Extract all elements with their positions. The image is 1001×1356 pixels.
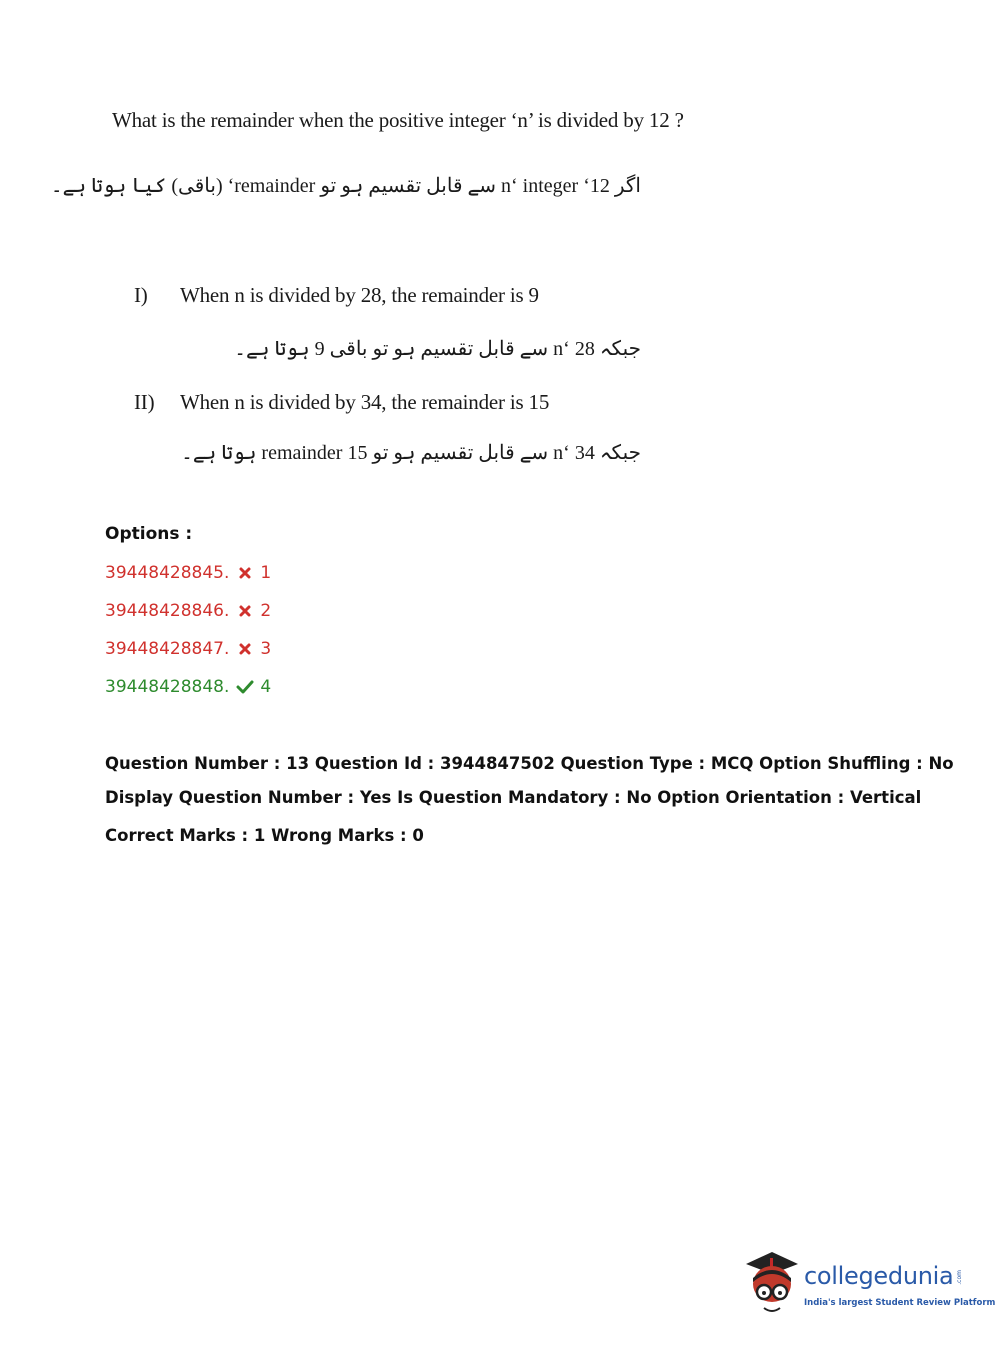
- statement-2-text: When n is divided by 34, the remainder is 15: [180, 390, 550, 414]
- options-label: Options :: [105, 524, 193, 544]
- option-1-id: 39448428845.: [105, 563, 230, 583]
- question-text: What is the remainder when the positive integer ‘n’ is divided by 12 ?: [112, 108, 684, 132]
- statement-1-text: When n is divided by 28, the remainder is 9: [180, 283, 539, 307]
- statement-2-urdu: جبکہ n‘ 34 سے قابل تقسیم ہو تو 15 remainder ہوتا ہے۔: [181, 442, 641, 464]
- option-1: [105, 563, 271, 583]
- option-2: [105, 601, 271, 621]
- option-2-value: 2: [260, 601, 272, 621]
- statement-2: [134, 390, 549, 415]
- option-4-value: 4: [260, 677, 272, 697]
- question-meta-line-3: Correct Marks : 1 Wrong Marks : 0: [105, 826, 424, 845]
- statement-2-numeral: II): [134, 390, 155, 414]
- option-4-id: 39448428848.: [105, 677, 230, 697]
- option-1-value: 1: [260, 563, 272, 583]
- option-3-id: 39448428847.: [105, 639, 230, 659]
- check-icon: [236, 680, 254, 694]
- cross-icon: [236, 566, 254, 580]
- option-4: [105, 677, 271, 697]
- question-meta-line-2: Display Question Number : Yes Is Question Mandatory : No Option Orientation : Vertical: [105, 788, 922, 807]
- question-urdu: اگر n‘ integer ‘12 سے قابل تقسیم ہو تو remainder‘ (باقی) کیا ہوتا ہے۔: [50, 175, 641, 197]
- cross-icon: [236, 604, 254, 618]
- cross-icon: [236, 642, 254, 656]
- statement-1: [134, 283, 539, 308]
- statement-1-urdu: جبکہ n‘ 28 سے قابل تقسیم ہو تو باقی 9 ہوتا ہے۔: [234, 338, 641, 360]
- mascot-icon: [742, 1248, 802, 1316]
- option-3: [105, 639, 271, 659]
- statement-1-numeral: I): [134, 283, 148, 307]
- logo-domain-suffix: .com: [956, 1270, 963, 1285]
- option-2-id: 39448428846.: [105, 601, 230, 621]
- logo-wordmark: collegedunia: [804, 1262, 954, 1290]
- option-3-value: 3: [260, 639, 272, 659]
- collegedunia-logo: [742, 1248, 996, 1320]
- question-meta-line-1: Question Number : 13 Question Id : 3944847502 Question Type : MCQ Option Shuffling : No: [105, 754, 954, 773]
- logo-tagline: India's largest Student Review Platform: [804, 1298, 996, 1308]
